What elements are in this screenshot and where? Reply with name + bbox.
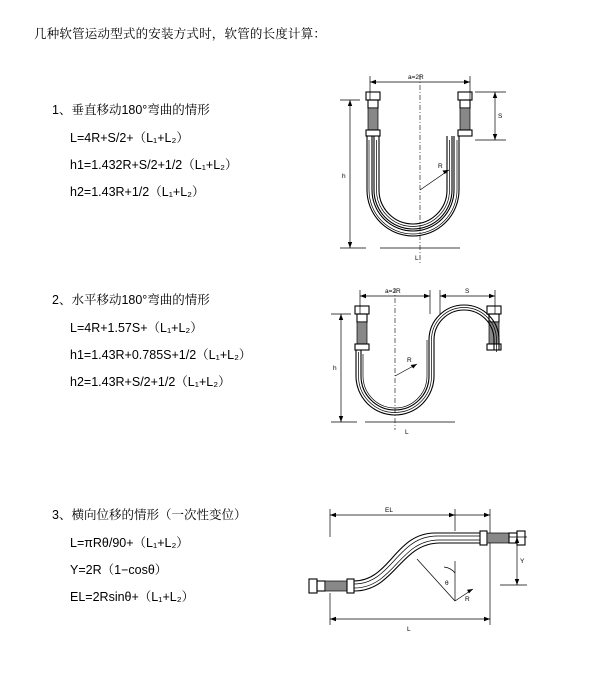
dim-label-s-2: S	[465, 288, 470, 295]
vertical-180-bend-diagram	[310, 70, 570, 280]
section-1-formula-3: h2=1.43R+1/2（L₁+L₂）	[70, 185, 205, 199]
dim-label-r-3: R	[465, 596, 470, 603]
dim-label-h: h	[342, 173, 346, 180]
lateral-offset-diagram	[295, 501, 585, 641]
dim-label-s: S	[498, 113, 503, 120]
section-2	[0, 290, 600, 470]
section-1-figure	[310, 70, 570, 280]
dim-label-a2r-2: a=2R	[385, 288, 401, 295]
section-3-figure	[295, 501, 585, 641]
section-1-formula-1: L=4R+S/2+（L₁+L₂）	[70, 131, 189, 145]
section-2-text	[52, 290, 322, 399]
dim-label-l-3: L	[407, 626, 411, 633]
dim-label-el: EL	[385, 507, 393, 514]
section-3-formula-2: Y=2R（1−cosθ）	[70, 563, 168, 577]
dim-label-l: L	[415, 255, 419, 262]
dim-label-r: R	[438, 163, 443, 170]
section-1-text	[52, 100, 322, 209]
horizontal-180-bend-diagram	[305, 280, 575, 460]
section-3-text	[52, 505, 322, 614]
section-2-heading: 2、水平移动180°弯曲的情形	[52, 293, 210, 307]
section-3	[0, 505, 600, 665]
dim-label-theta: θ	[445, 580, 449, 587]
section-2-formula-3: h2=1.43R+S/2+1/2（L₁+L₂）	[70, 375, 231, 389]
dim-label-y: Y	[520, 558, 525, 565]
dim-label-a2r: a=2R	[408, 74, 424, 81]
section-1	[0, 74, 600, 280]
section-3-formula-1: L=πRθ/90+（L₁+L₂）	[70, 536, 189, 550]
section-3-formula-3: EL=2Rsinθ+（L₁+L₂）	[70, 590, 195, 604]
section-1-formula-2: h1=1.432R+S/2+1/2（L₁+L₂）	[70, 158, 238, 172]
section-1-heading: 1、垂直移动180°弯曲的情形	[52, 103, 210, 117]
section-2-figure	[305, 280, 575, 460]
intro-text: 几种软管运动型式的安装方式时，软管的长度计算：	[34, 27, 327, 41]
section-2-formula-1: L=4R+1.57S+（L₁+L₂）	[70, 321, 203, 335]
section-2-formula-2: h1=1.43R+0.785S+1/2（L₁+L₂）	[70, 348, 252, 362]
dim-label-r-2: R	[407, 357, 412, 364]
dim-label-h-2: h	[333, 365, 337, 372]
section-3-heading: 3、横向位移的情形（一次性变位）	[52, 508, 247, 522]
dim-label-l-2: L	[405, 429, 409, 436]
